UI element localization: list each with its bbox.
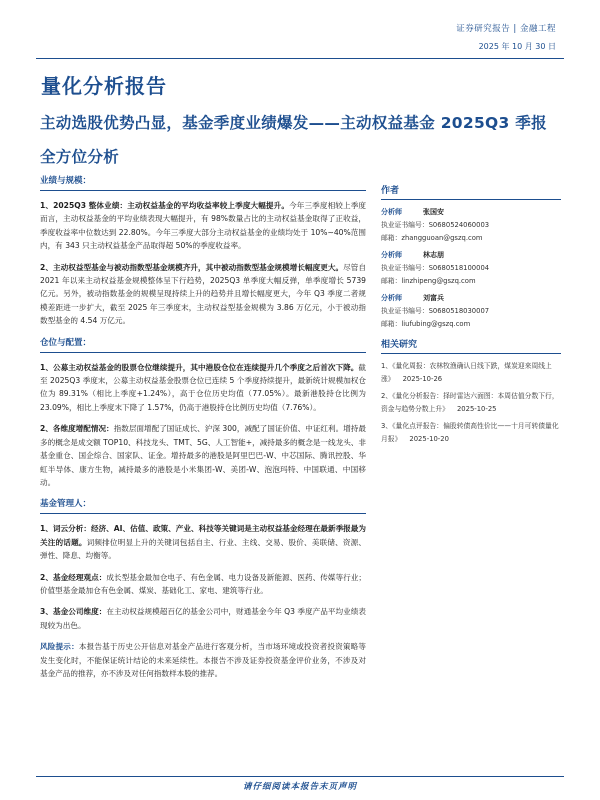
footer-disclaimer: 请仔细阅读本报告末页声明 <box>242 782 357 792</box>
summary-paragraph <box>40 261 366 328</box>
email-label: 邮箱： <box>381 320 402 328</box>
cert-number: S0680518030007 <box>428 307 490 315</box>
paragraph-lead: 2、基金经理观点： <box>40 572 107 582</box>
risk-disclosure <box>40 640 366 680</box>
author-email[interactable]: liufubing@gszq.com <box>401 320 471 328</box>
related-date: 2025-10-25 <box>456 405 497 413</box>
paragraph-lead: 1、公募主动权益基金的股票仓位继续提升，其中港股仓位在连续提升几个季度之后首次下降。 <box>40 362 359 372</box>
footer-divider <box>36 776 564 777</box>
paragraph-lead: 3、基金公司维度： <box>40 607 107 617</box>
section-heading-performance: 业绩与规模： <box>40 176 92 186</box>
author-name: 林志朋 <box>423 251 444 259</box>
cert-label: 执业证书编号： <box>381 307 429 315</box>
cert-label: 执业证书编号： <box>381 264 429 272</box>
summary-paragraph <box>40 422 366 489</box>
paragraph-body: 词频排位明显上升的关键词包括自主、行业、主线、交易、股价、美联储、资源、弹性、降息、均衡等。 <box>40 537 367 561</box>
summary-paragraph <box>40 361 366 415</box>
summary-paragraph <box>40 605 366 632</box>
author-role: 分析师 <box>381 208 402 216</box>
author-name: 张国安 <box>423 208 444 216</box>
section-divider <box>40 513 366 514</box>
related-date: 2025-10-20 <box>409 435 449 443</box>
section-divider <box>40 352 366 353</box>
summary-paragraph <box>40 522 366 562</box>
authors-heading: 作者 <box>381 183 561 200</box>
related-report[interactable] <box>381 360 561 386</box>
paragraph-body: 尽管自 2021 年以来主动权益基金规模整体呈下行趋势，2025Q3 单季度大幅反弹，单季度增长 5739 亿元。另外，被动指数基金的规模呈现持续上升的趋势并且增长幅度更大，今年 Q3 季度二者规模差距进一步扩大，截至 2025 年三季度末，主动权益型基金规模为 3.86 万亿元，小于被动指数型基金的 4.54 万亿元。 <box>40 262 367 326</box>
report-date: 2025 年 10 月 30 日 <box>478 42 556 51</box>
section-divider <box>40 190 366 191</box>
related-title[interactable]: 3、《量化点评报告：偏股转债高性价比——十月可转债量化月报》 <box>381 422 559 443</box>
author-email[interactable]: zhangguoan@gszq.com <box>401 234 483 242</box>
cert-number: S0680524060003 <box>428 221 490 229</box>
report-title: 主动选股优势凸显，基金季度业绩爆发——主动权益基金 2025Q3 季报全方位分析 <box>40 114 547 166</box>
author-email[interactable]: linzhipeng@gszq.com <box>401 277 476 285</box>
summary-paragraph <box>40 571 366 598</box>
author-role: 分析师 <box>381 251 402 259</box>
related-title[interactable]: 1、《量化周报：农林牧渔确认日线下跌，煤炭迎来周线上涨》 <box>381 362 552 383</box>
summary-column <box>40 174 366 680</box>
report-category: 证券研究报告 | 金融工程 <box>456 24 556 34</box>
header-divider <box>36 58 564 59</box>
related-title[interactable]: 2、《量化分析报告：择时雷达六面图：本周估值分数下行，资金与趋势分数上升》 <box>381 392 559 413</box>
paragraph-lead: 2、各维度增配情况： <box>40 424 114 434</box>
sidebar <box>381 183 561 450</box>
doc-type-heading: 量化分析报告 <box>41 74 167 98</box>
email-label: 邮箱： <box>381 234 402 242</box>
author-card <box>381 249 561 288</box>
paragraph-lead: 1、词云分析：经济、AI、估值、政策、产业、科技等关键词是主动权益基金经理在最新季报最为关注的话题。 <box>40 524 366 547</box>
paragraph-body: 截至 2025Q3 季度末，公募主动权益基金股票仓位已连续 5 个季度持续提升，最新统计规模加权仓位为 89.31%（相比上季度+1.24%），高于仓位历史均值（77.05%）。最新港股持仓比例为 23.09%，相比上季度末下降了 1.57%，仍高于港股持仓比例历史均值（7.76%）。 <box>40 362 366 412</box>
section-heading-managers: 基金管理人： <box>40 499 92 510</box>
author-name: 刘富兵 <box>423 294 444 302</box>
section-heading-positions: 仓位与配置： <box>40 337 92 348</box>
paragraph-lead: 1、2025Q3 整体业绩：主动权益基金的平均收益率较上季度大幅提升。 <box>40 201 290 210</box>
paragraph-lead: 2、主动权益型基金与被动指数型基金规模齐升，其中被动指数型基金规模增长幅度更大。 <box>40 262 344 272</box>
cert-label: 执业证书编号： <box>381 221 429 229</box>
related-date: 2025-10-26 <box>402 375 443 383</box>
risk-text: 本报告基于历史公开信息对基金产品进行客观分析，当市场环境或投资者投资策略等发生变化时，不能保证统计结论的未来延续性。本报告不涉及证券投资基金评价业务，不涉及对基金产品的推荐，亦不涉及对任何指数样本股的推荐。 <box>40 642 367 678</box>
author-card <box>381 206 561 245</box>
paragraph-body: 指数层面增配了国证成长、沪深 300，减配了国证价值、中证红利。增持最多的概念是成交额 TOP10、科技龙头、TMT、5G、人工智能+，减持最多的概念是一线龙头、非基金重仓、国企综合、国家队、证金。增持最多的港股是阿里巴巴-W、中芯国际、腾讯控股、华虹半导体、康方生物，减持最多的港股是小米集团-W、美团-W、泡泡玛特、中国联通、中国移动。 <box>40 424 366 487</box>
author-role: 分析师 <box>381 294 402 302</box>
author-card <box>381 292 561 331</box>
related-report[interactable] <box>381 390 561 416</box>
paragraph-body: 成长型基金最加仓电子、有色金属、电力设备及新能源、医药、传媒等行业；价值型基金最加仓有色金属、煤炭、基础化工、家电、建筑等行业。 <box>40 572 366 595</box>
summary-paragraph <box>40 199 366 253</box>
related-heading: 相关研究 <box>381 337 561 354</box>
paragraph-body: 在主动权益规模超百亿的基金公司中，财通基金今年 Q3 季度产品平均业绩表现较为出色。 <box>40 607 366 630</box>
related-report[interactable] <box>381 420 561 446</box>
email-label: 邮箱： <box>381 277 402 285</box>
risk-label: 风险提示： <box>40 642 79 652</box>
cert-number: S0680518100004 <box>428 264 490 272</box>
paragraph-body: 今年三季度相较上季度而言，主动权益基金的平均业绩表现大幅提升，有 98%数量占比的主动权益基金取得了正收益，季度收益率中位数达到 22.80%。今年三季度大部分主动权益基金的业绩均处于 10%~40%范围内，有 343 只主动权益基金产品取得超 50%的季度收益率。 <box>40 201 366 251</box>
